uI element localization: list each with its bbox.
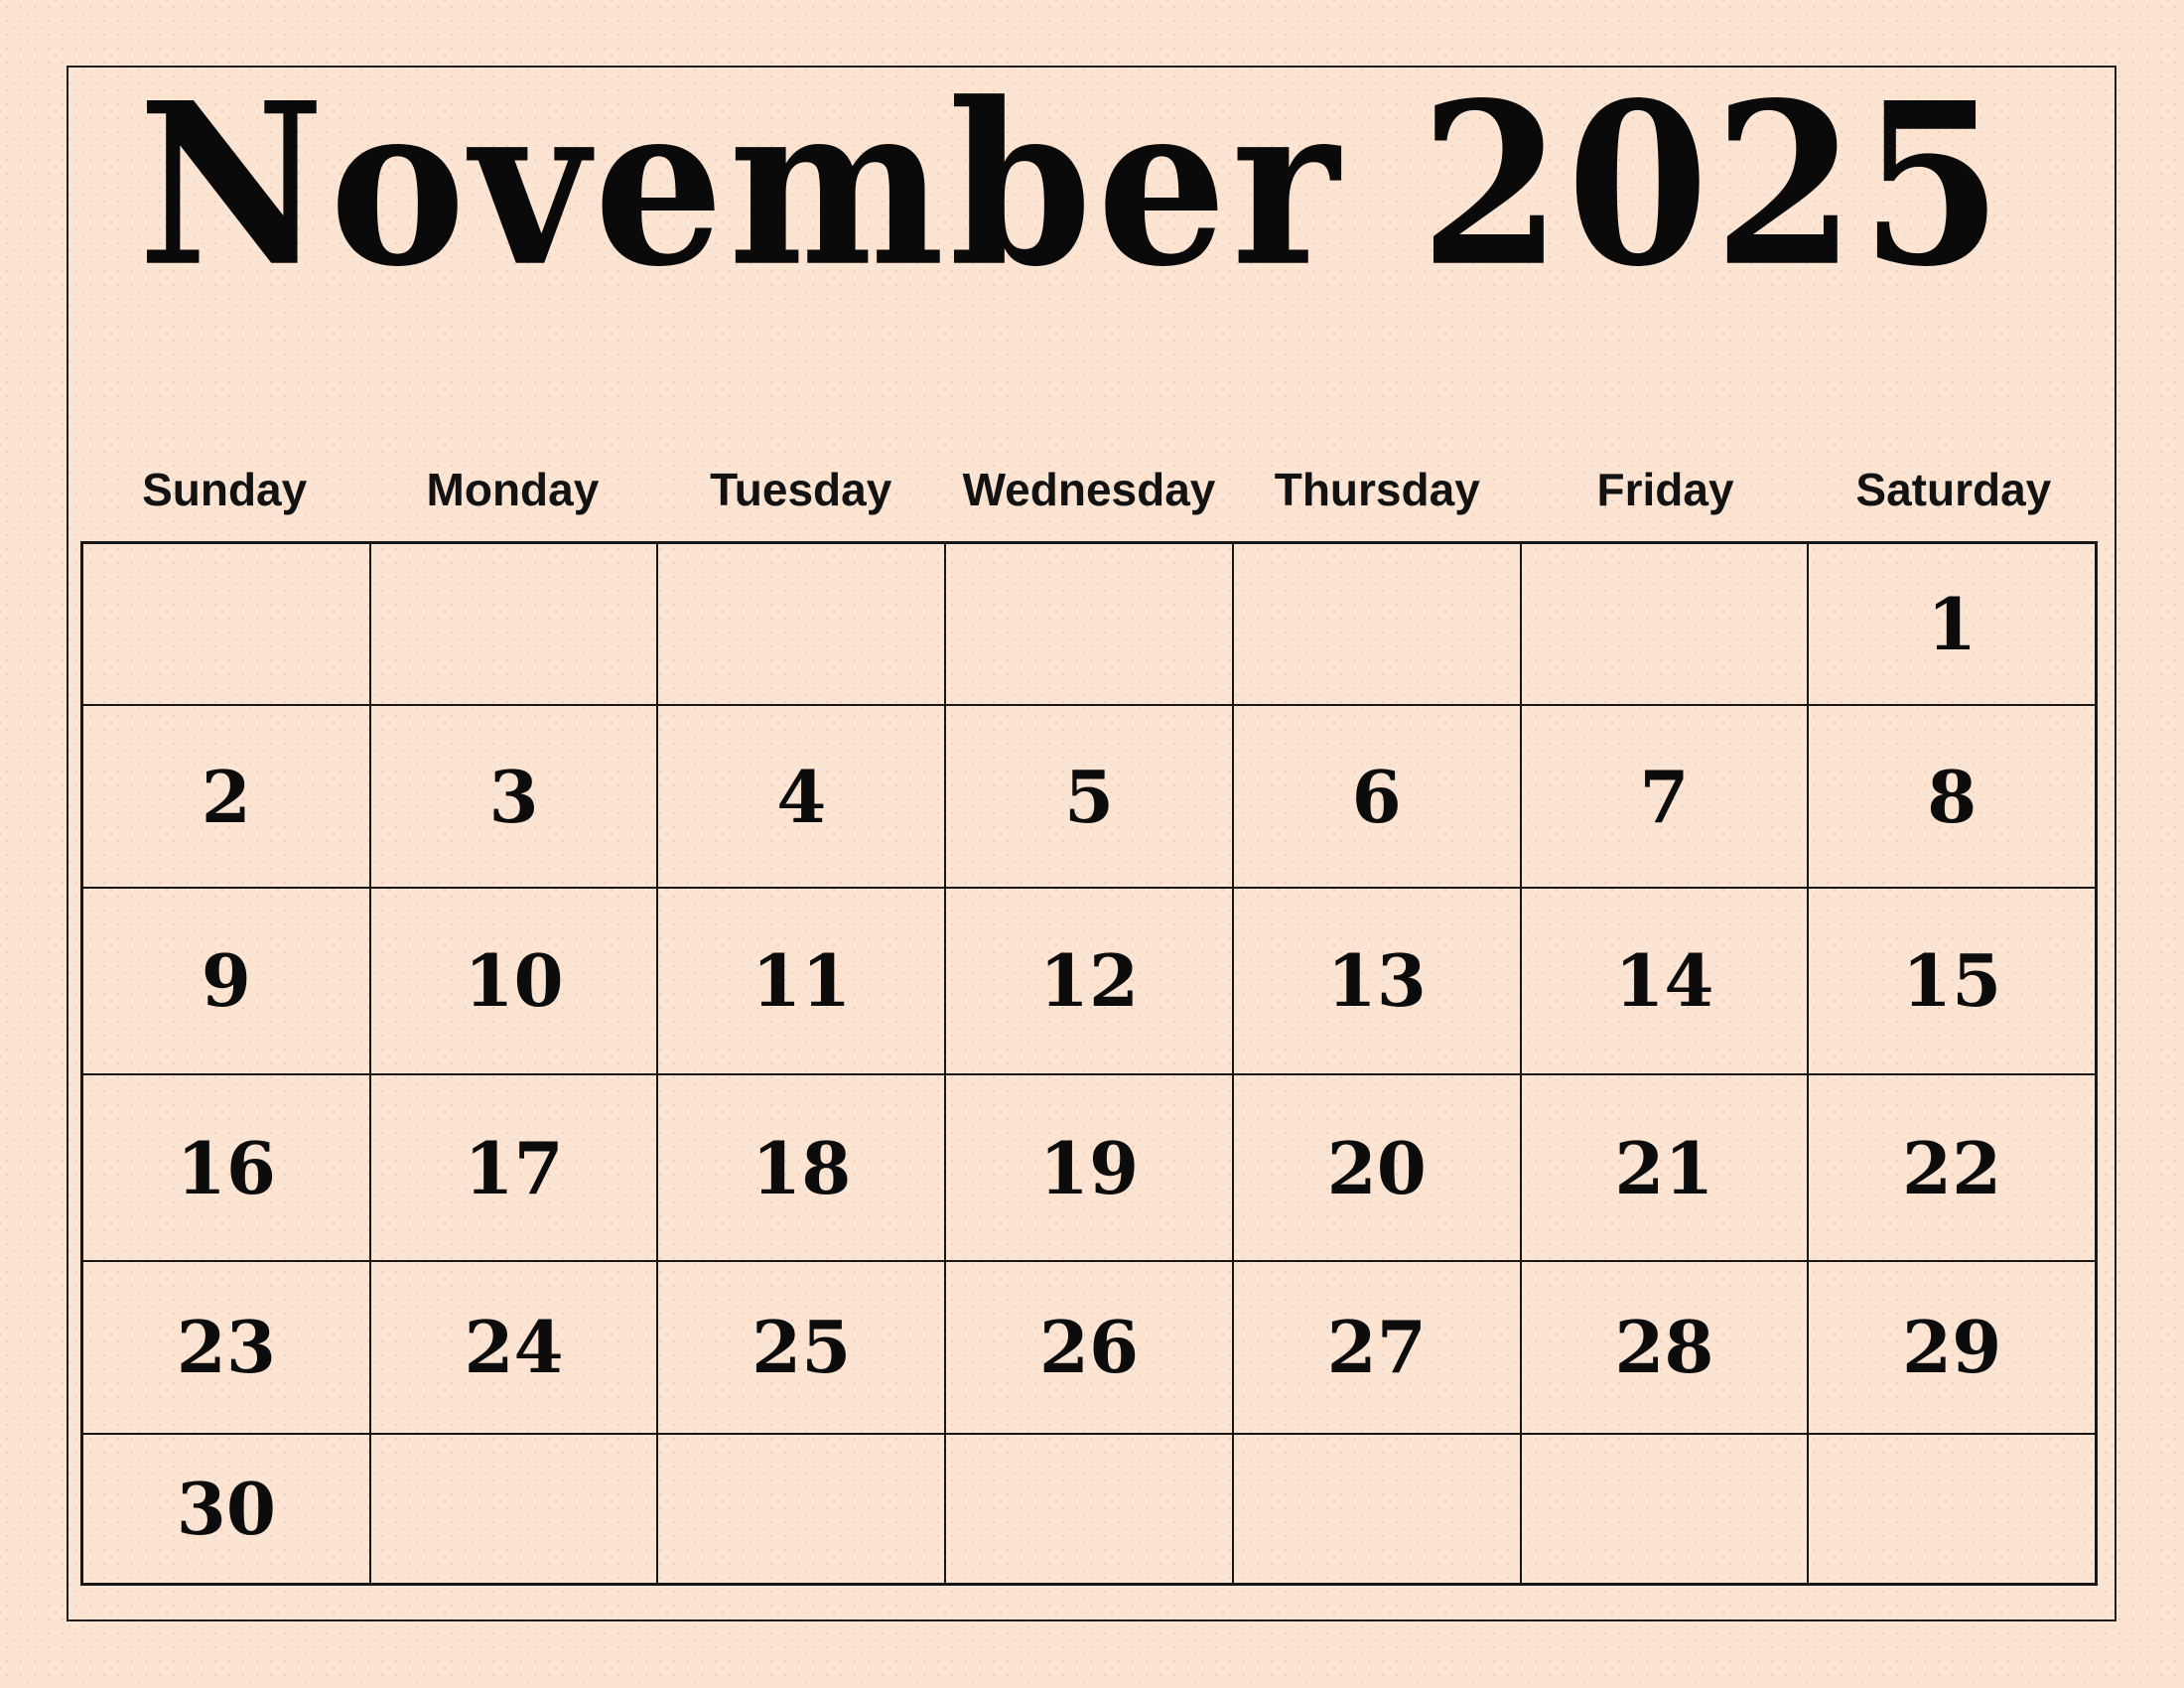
day-cell-12: 12: [945, 888, 1233, 1074]
day-cell-30: 30: [82, 1434, 370, 1584]
day-cell-16: 16: [82, 1074, 370, 1261]
day-cell-8: 8: [1808, 705, 2096, 887]
empty-day-cell: [82, 543, 370, 705]
day-cell-29: 29: [1808, 1261, 2096, 1433]
weekday-label-tuesday: Tuesday: [710, 464, 892, 516]
day-cell-1: 1: [1808, 543, 2096, 705]
day-cell-10: 10: [370, 888, 658, 1074]
empty-day-cell: [945, 1434, 1233, 1584]
calendar-title: November 2025: [138, 53, 2007, 316]
day-cell-23: 23: [82, 1261, 370, 1433]
day-cell-24: 24: [370, 1261, 658, 1433]
weekday-label-wednesday: Wednesday: [962, 464, 1216, 516]
calendar-grid: [80, 541, 2098, 1586]
day-cell-3: 3: [370, 705, 658, 887]
day-cell-15: 15: [1808, 888, 2096, 1074]
weekday-header-row: [80, 445, 2098, 516]
weekday-label-monday: Monday: [426, 464, 600, 516]
day-cell-18: 18: [657, 1074, 945, 1261]
day-cell-19: 19: [945, 1074, 1233, 1261]
day-cell-9: 9: [82, 888, 370, 1074]
empty-day-cell: [370, 1434, 658, 1584]
day-cell-28: 28: [1521, 1261, 1809, 1433]
empty-day-cell: [1521, 1434, 1809, 1584]
day-cell-14: 14: [1521, 888, 1809, 1074]
empty-day-cell: [657, 1434, 945, 1584]
day-cell-5: 5: [945, 705, 1233, 887]
weekday-label-thursday: Thursday: [1274, 464, 1480, 516]
day-cell-7: 7: [1521, 705, 1809, 887]
day-cell-13: 13: [1233, 888, 1521, 1074]
day-cell-27: 27: [1233, 1261, 1521, 1433]
day-cell-2: 2: [82, 705, 370, 887]
empty-day-cell: [1233, 1434, 1521, 1584]
weekday-label-friday: Friday: [1596, 464, 1734, 516]
day-cell-17: 17: [370, 1074, 658, 1261]
weekday-label-saturday: Saturday: [1855, 464, 2052, 516]
empty-day-cell: [1233, 543, 1521, 705]
day-cell-26: 26: [945, 1261, 1233, 1433]
empty-day-cell: [370, 543, 658, 705]
day-cell-4: 4: [657, 705, 945, 887]
empty-day-cell: [945, 543, 1233, 705]
day-cell-22: 22: [1808, 1074, 2096, 1261]
day-cell-6: 6: [1233, 705, 1521, 887]
day-cell-25: 25: [657, 1261, 945, 1433]
empty-day-cell: [1521, 543, 1809, 705]
empty-day-cell: [1808, 1434, 2096, 1584]
day-cell-21: 21: [1521, 1074, 1809, 1261]
day-cell-20: 20: [1233, 1074, 1521, 1261]
day-cell-11: 11: [657, 888, 945, 1074]
weekday-label-sunday: Sunday: [142, 464, 308, 516]
empty-day-cell: [657, 543, 945, 705]
calendar-frame: [67, 53, 2116, 1621]
